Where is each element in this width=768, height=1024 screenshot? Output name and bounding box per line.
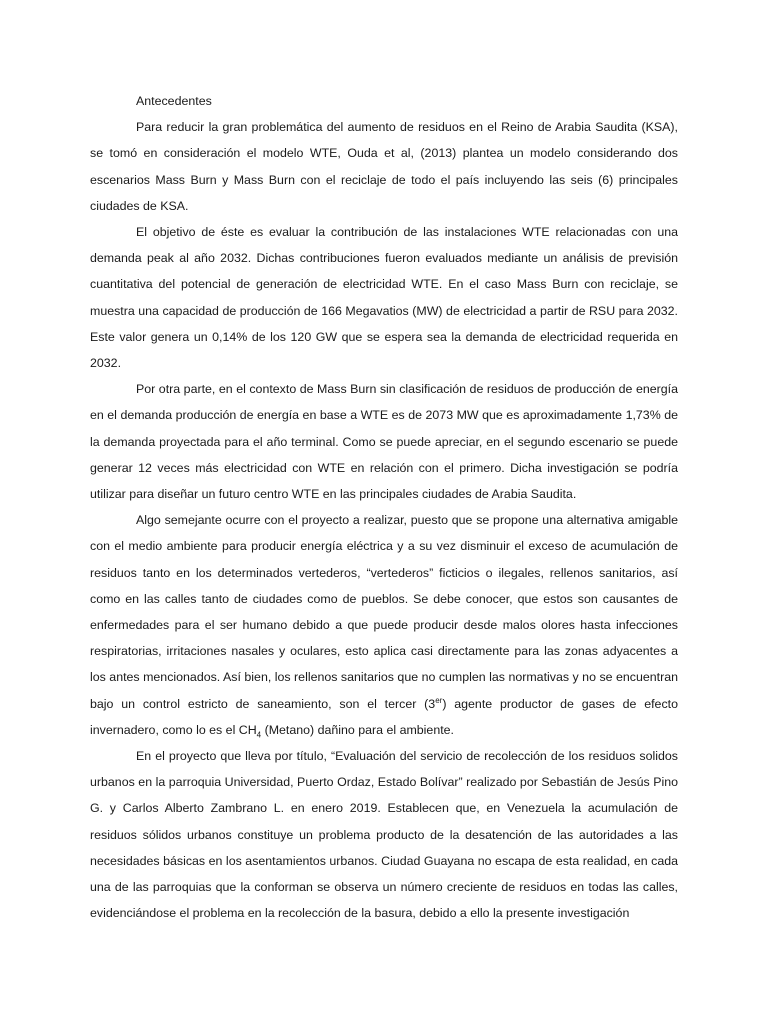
subscript-formula: 4 bbox=[256, 730, 262, 740]
paragraph-text: El objetivo de éste es evaluar la contribución de las instalaciones WTE relacionadas con una demanda peak al año 2032. Dichas contribuciones fueron evaluados mediante un análisis de previsión cuantitativa del potencial de generación de electricidad WTE. En el caso Mass Burn con reciclaje, se muestra una capacidad de producción de 166 Megavatios (MW) de electricidad a partir de RSU para 2032. Este valor genera un 0,14% de los 120 GW que se espera sea la demanda de electricidad requerida en 2032. bbox=[90, 225, 678, 371]
paragraph-text: Algo semejante ocurre con el proyecto a realizar, puesto que se propone una alternativa amigable con el medio ambiente para producir energía eléctrica y a su vez disminuir el exceso de acumulación de residuos tanto en los determinados vertederos, “vertederos” ficticios o ilegales, rellenos sanitarios, así como en las calles tanto de ciudades como de pueblos. Se debe conocer, que estos son causantes de enfermedades para el ser humano debido a que puede producir desde malos olores hasta infecciones respiratorias, irritaciones nasales y oculares, esto aplica casi directamente para las zonas adyacentes a los antes mencionados. Así bien, los rellenos sanitarios que no cumplen las normativas y no se encuentran bajo un control estricto de saneamiento, son el tercer (3 bbox=[90, 513, 678, 711]
paragraph-mass-burn bbox=[90, 376, 678, 507]
superscript-ordinal: er bbox=[435, 695, 443, 705]
document-page bbox=[90, 88, 678, 927]
paragraph-ksa-model bbox=[90, 114, 678, 219]
paragraph-venezuela-study bbox=[90, 743, 678, 926]
section-heading: Antecedentes bbox=[136, 94, 212, 108]
paragraph-text: En el proyecto que lleva por título, “Evaluación del servicio de recolección de los residuos solidos urbanos en la parroquia Universidad, Puerto Ordaz, Estado Bolívar” realizado por Sebastián de Jesús Pino G. y Carlos Alberto Zambrano L. en enero 2019. Establecen que, en Venezuela la acumulación de residuos sólidos urbanos constituye un problema producto de la desatención de las autoridades a las necesidades básicas en los asentamientos urbanos. Ciudad Guayana no escapa de esta realidad, en cada una de las parroquias que la conforman se observa un número creciente de residuos en todas las calles, evidenciándose el problema en la recolección de la basura, debido a ello la presente investigación bbox=[90, 749, 678, 921]
paragraph-text: Para reducir la gran problemática del aumento de residuos en el Reino de Arabia Saudita (KSA), se tomó en consideración el modelo WTE, Ouda et al, (2013) plantea un modelo considerando dos escenarios Mass Burn y Mass Burn con el reciclaje de todo el país incluyendo las seis (6) principales ciudades de KSA. bbox=[90, 120, 678, 213]
paragraph-project-alternative bbox=[90, 507, 678, 743]
paragraph-text: (Metano) dañino para el ambiente. bbox=[261, 722, 454, 737]
paragraph-text: Por otra parte, en el contexto de Mass Burn sin clasificación de residuos de producción de energía en el demanda producción de energía en base a WTE es de 2073 MW que es aproximadamente 1,73% de la demanda proyectada para el año terminal. Como se puede apreciar, en el segundo escenario se puede generar 12 veces más electricidad con WTE en relación con el primero. Dicha investigación se podría utilizar para diseñar un futuro centro WTE en las principales ciudades de Arabia Saudita. bbox=[90, 382, 678, 502]
paragraph-wte-objective bbox=[90, 219, 678, 376]
paragraph-text: ) agente productor de gases de efecto invernadero, como lo es el CH bbox=[90, 696, 678, 737]
